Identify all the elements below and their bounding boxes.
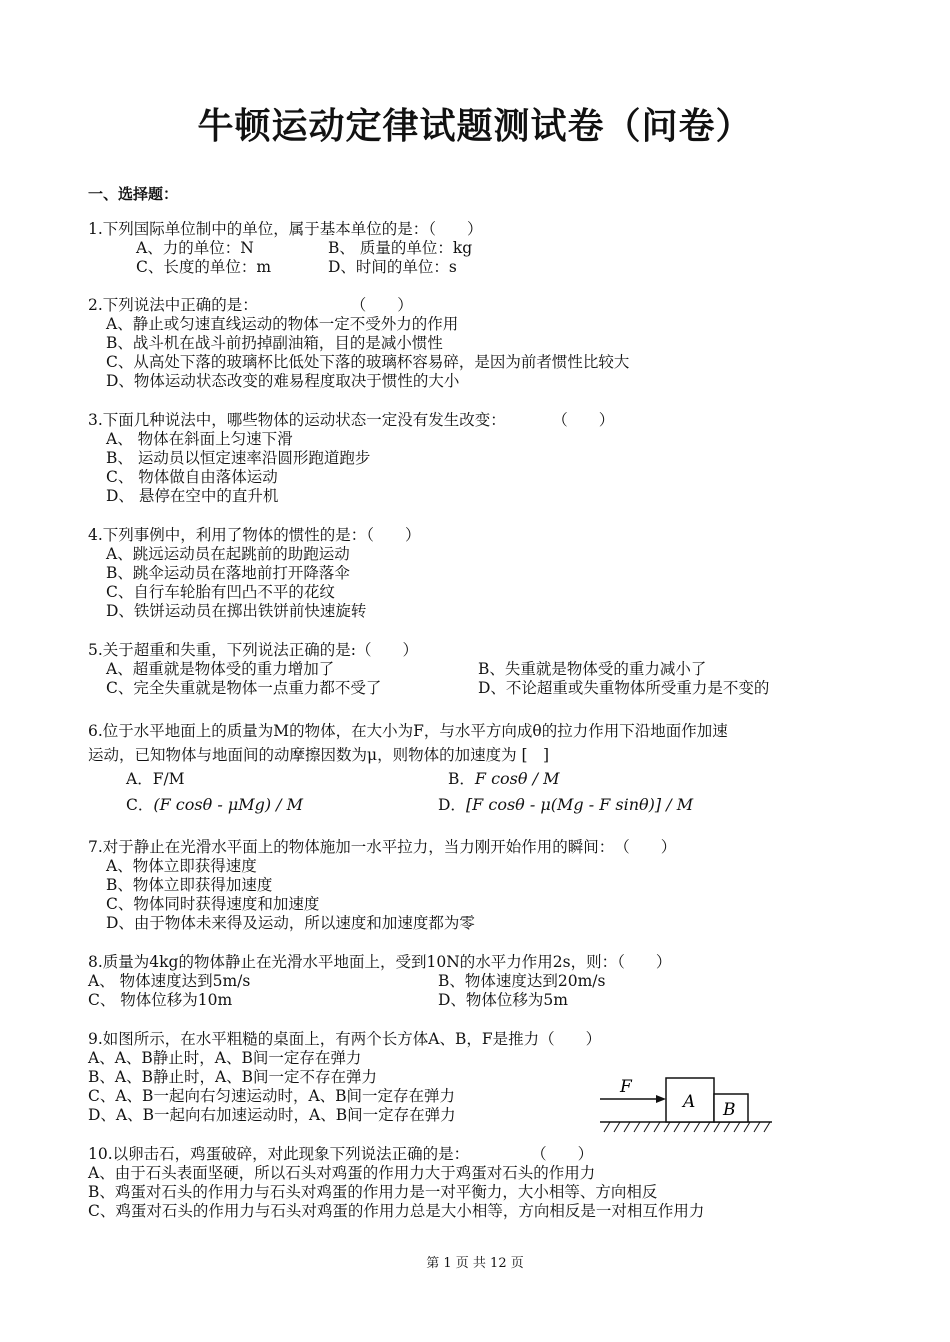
question-8 (88, 953, 671, 1010)
formula-c: (F cosθ - μMg) / M (153, 795, 304, 814)
option-d (438, 793, 693, 817)
question-1 (88, 220, 483, 277)
question-stem: 10.以卵击石，鸡蛋破碎，对此现象下列说法正确的是： （ ） (88, 1145, 594, 1163)
option-d: D、物体运动状态改变的难易程度取决于惯性的大小 (106, 372, 460, 390)
option-b (448, 767, 559, 791)
option-a: A、物体立即获得速度 (106, 857, 257, 875)
question-stem: 2.下列说法中正确的是： （ ） (88, 296, 413, 314)
option-a: A、由于石头表面坚硬，所以石头对鸡蛋的作用力大于鸡蛋对石头的作用力 (88, 1164, 596, 1182)
question-10 (88, 1145, 704, 1221)
question-6 (88, 719, 728, 819)
question-7 (88, 838, 676, 933)
option-c: C、从高处下落的玻璃杯比低处下落的玻璃杯容易碎，是因为前者惯性比较大 (106, 353, 630, 371)
option-d-label: D． (438, 796, 466, 814)
option-d: D、A、B一起向右加速运动时，A、B间一定存在弹力 (88, 1106, 456, 1124)
option-d: D、铁饼运动员在掷出铁饼前快速旋转 (106, 602, 367, 620)
option-c: C、 物体位移为10m (88, 991, 233, 1009)
option-a: A、A、B静止时，A、B间一定存在弹力 (88, 1049, 362, 1067)
option-c: C、 物体做自由落体运动 (106, 468, 278, 486)
option-a: A、跳远运动员在起跳前的助跑运动 (106, 545, 350, 563)
arrow-head-icon (656, 1095, 666, 1103)
option-c: C、完全失重就是物体一点重力都不受了 (106, 679, 382, 697)
section-heading: 一、选择题： (88, 185, 179, 203)
option-b: B、跳伞运动员在落地前打开降落伞 (106, 564, 350, 582)
option-c: C、A、B一起向右匀速运动时，A、B间一定存在弹力 (88, 1087, 456, 1105)
option-c-label: C． (126, 796, 154, 814)
question-2 (88, 296, 629, 391)
question-9 (88, 1030, 601, 1125)
force-label: F (620, 1077, 632, 1097)
formula-b: F cosθ / M (474, 769, 560, 788)
option-b: B、鸡蛋对石头的作用力与石头对鸡蛋的作用力是一对平衡力，大小相等、方向相反 (88, 1183, 658, 1201)
question-stem: 7.对于静止在光滑水平面上的物体施加一水平拉力，当力刚开始作用的瞬间： （ ） (88, 838, 677, 856)
option-b: B、战斗机在战斗前扔掉副油箱，目的是减小惯性 (106, 334, 443, 352)
question-stem: 5.关于超重和失重，下列说法正确的是:（ ） (88, 641, 419, 659)
force-diagram (596, 1070, 776, 1140)
question-stem-line-1: 6.位于水平地面上的质量为M的物体，在大小为F，与水平方向成θ的拉力作用下沿地面作加速 (88, 722, 728, 740)
option-a: A、力的单位：N (136, 239, 254, 257)
option-c: C、自行车轮胎有凹凸不平的花纹 (106, 583, 335, 601)
option-b: B、A、B静止时，A、B间一定不存在弹力 (88, 1068, 378, 1086)
question-5 (88, 641, 770, 698)
option-d: D、由于物体未来得及运动，所以速度和加速度都为零 (106, 914, 475, 932)
question-3 (88, 411, 614, 506)
option-a: A、静止或匀速直线运动的物体一定不受外力的作用 (106, 315, 459, 333)
question-stem: 3.下面几种说法中，哪些物体的运动状态一定没有发生改变： （ ） (88, 411, 615, 429)
page-footer: 第 1 页 共 12 页 (426, 1256, 524, 1271)
option-c: C、长度的单位：m (136, 258, 272, 276)
option-d: D、时间的单位：s (328, 258, 457, 276)
option-b: B、 运动员以恒定速率沿圆形跑道跑步 (106, 449, 371, 467)
option-b: B、 质量的单位：kg (328, 239, 473, 257)
option-d: D、 悬停在空中的直升机 (106, 487, 279, 505)
question-stem: 4.下列事例中，利用了物体的惯性的是：（ ） (88, 526, 421, 544)
block-b-label: B (723, 1100, 736, 1120)
option-c: C、鸡蛋对石头的作用力与石头对鸡蛋的作用力总是大小相等，方向相反是一对相互作用力 (88, 1202, 705, 1220)
page-title: 牛顿运动定律试题测试卷（问卷） (197, 106, 753, 147)
question-stem: 8.质量为4kg的物体静止在光滑水平地面上，受到10N的水平力作用2s，则：（ ） (88, 953, 672, 971)
option-d: D、不论超重或失重物体所受重力是不变的 (478, 679, 770, 697)
formula-d: [F cosθ - μ(Mg - F sinθ)] / M (465, 795, 694, 814)
question-stem-line-2: 运动，已知物体与地面间的动摩擦因数为μ，则物体的加速度为 [ ] (88, 746, 550, 764)
option-b: B、物体速度达到20m/s (438, 972, 606, 990)
option-a: A、超重就是物体受的重力增加了 (106, 660, 335, 678)
option-b: B、物体立即获得加速度 (106, 876, 273, 894)
option-b: B、失重就是物体受的重力减小了 (478, 660, 707, 678)
option-c (126, 793, 303, 817)
question-stem: 9.如图所示，在水平粗糙的桌面上，有两个长方体A、B，F是推力（ ） (88, 1030, 602, 1048)
option-a: A、 物体速度达到5m/s (88, 972, 251, 990)
option-a: A、 物体在斜面上匀速下滑 (106, 430, 293, 448)
question-4 (88, 526, 421, 621)
option-b-label: B． (448, 770, 475, 788)
question-stem: 1.下列国际单位制中的单位，属于基本单位的是：（ ） (88, 220, 483, 238)
option-a: A．F/M (126, 770, 185, 788)
option-d: D、物体位移为5m (438, 991, 568, 1009)
option-c: C、物体同时获得速度和加速度 (106, 895, 320, 913)
block-a-label: A (683, 1092, 696, 1112)
